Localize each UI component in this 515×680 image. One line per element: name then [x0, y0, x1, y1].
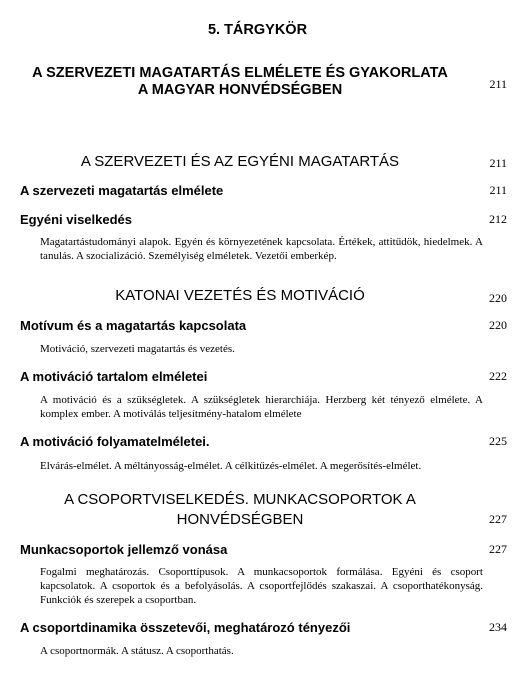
- section-heading-3-line-2: HONVÉDSÉGBEN: [176, 511, 304, 528]
- subsection-page: 225: [489, 434, 507, 448]
- section-page-1: 211: [489, 156, 507, 170]
- subsection-title: Egyéni viselkedés: [20, 212, 133, 227]
- subsection-page: 222: [489, 369, 507, 383]
- section-heading-2: KATONAI VEZETÉS ÉS MOTIVÁCIÓ: [115, 287, 365, 304]
- subsection-page: 211: [489, 183, 507, 197]
- subsection-page: 212: [489, 212, 507, 226]
- subsection-title: A szervezeti magatartás elmélete: [20, 183, 224, 198]
- section-heading-1: A SZERVEZETI ÉS AZ EGYÉNI MAGATARTÁS: [80, 153, 400, 170]
- title-line-2: A MAGYAR HONVÉDSÉGBEN: [137, 82, 343, 98]
- subsection-title: A motiváció folyamatelméletei.: [20, 434, 210, 449]
- title-line-1: A SZERVEZETI MAGATARTÁS ELMÉLETE ÉS GYAKORLATA: [32, 65, 448, 81]
- section-page-2: 220: [489, 291, 507, 305]
- subsection-title: A motiváció tartalom elméletei: [20, 369, 208, 384]
- section-page-3: 227: [489, 512, 507, 526]
- subsection-title: A csoportdinamika összetevői, meghatározó tényezői: [20, 620, 351, 635]
- subsection-title: Munkacsoportok jellemző vonása: [20, 542, 228, 557]
- title-page-number: 211: [489, 77, 507, 91]
- subsection-page: 227: [489, 542, 507, 556]
- subsection-description: Magatartástudományi alapok. Egyén és környezetének kapcsolata. Értékek, attitűdök, hiedelmek. A tanulás. A szocializáció. Személyiség elméletek. Vezetői emberkép.: [40, 236, 483, 262]
- subsection-title: Motívum és a magatartás kapcsolata: [20, 318, 247, 333]
- chapter-heading: 5. TÁRGYKÖR: [207, 22, 308, 38]
- subsection-description: A csoportnormák. A státusz. A csoporthatás.: [40, 645, 234, 657]
- subsection-description: Motiváció, szervezeti magatartás és vezetés.: [40, 343, 235, 355]
- subsection-description: Elvárás-elmélet. A méltányosság-elmélet. A célkitűzés-elmélet. A megerősítés-elmélet.: [40, 460, 422, 472]
- subsection-page: 220: [489, 318, 507, 332]
- subsection-description: A motiváció és a szükségletek. A szükségletek hierarchiája. Herzberg két tényező elmélete. A komplex ember. A motiválás teljesítmény-hatalom elmélete: [40, 394, 483, 420]
- subsection-description: Fogalmi meghatározás. Csoporttípusok. A munkacsoportok formálása. Egyéni és csoport kapcsolatok. A csoportok és a befolyásolás. A csoportfejlődés szakaszai. A csoporthatékonyság. Funkciók és szerepek a csoportban.: [40, 566, 483, 606]
- subsection-page: 234: [489, 620, 507, 634]
- section-heading-3-line-1: A CSOPORTVISELKEDÉS. MUNKACSOPORTOK A: [64, 491, 416, 508]
